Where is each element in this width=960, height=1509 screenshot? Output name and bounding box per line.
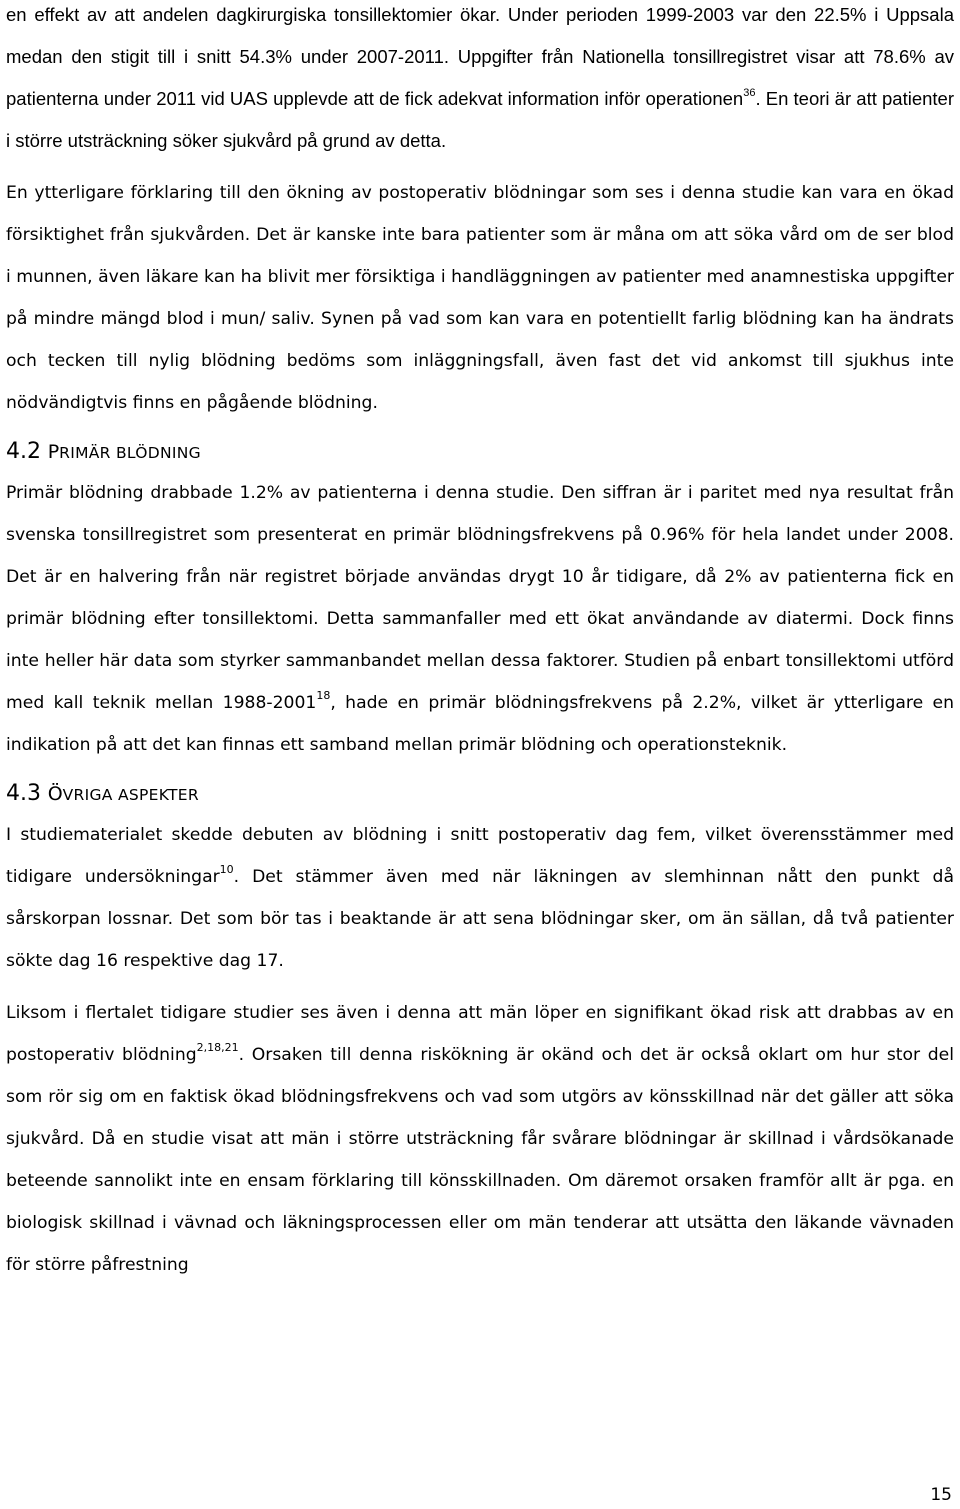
citation-superscript: 36 <box>743 86 756 99</box>
paragraph-text: Primär blödning drabbade 1.2% av patienterna i denna studie. Den siffran är i paritet med nya resultat från svenska tonsillregistret som presenterat en primär blödningsfrekvens på 0.96% för hela landet under 2008. Det är en halvering från när registret började användas drygt 10 år tidigare, då 2% av patienterna fick en primär blödning efter tonsillektomi. Detta sammanfaller med ett ökat användande av diatermi. Dock finns inte heller här data som styrker sammanbandet mellan dessa faktorer. Studien på enbart tonsillektomi utförd med kall teknik mellan 1988-2001 <box>6 483 954 713</box>
paragraph-caution-explanation <box>6 172 954 424</box>
paragraph-text: . Orsaken till denna riskökning är okänd och det är också oklart om hur stor del som rör sig om en faktisk ökad blödningsfrekvens och vad som utgörs av könsskillnad när det gäller att söka sjukvård. Då en studie visat att män i större utsträckning får svårare blödningar är skillnad i vårdsökanade beteende sannolikt inte en ensam förklaring till könsskillnaden. Om däremot orsaken framför allt är pga. en biologisk skillnad i vävnad och läkningsprocessen eller om män tenderar att utsätta den läkande vävnaden för större påfrestning <box>6 1045 955 1275</box>
paragraph-text: Liksom i flertalet tidigare studier ses även i denna att män löper en signifikant ökad risk att drabbas av en postoperativ blödning <box>6 1003 954 1065</box>
paragraph-uppsala-daycare <box>6 0 954 162</box>
paragraph-primary-bleeding <box>6 472 954 766</box>
document-page <box>6 0 954 1286</box>
citation-superscript: 18 <box>316 689 331 703</box>
paragraph-text: . En teori är att patienter i större utsträckning söker sjukvård på grund av detta. <box>6 88 955 151</box>
heading-cap: Ö <box>47 783 63 805</box>
heading-title: RIMÄR BLÖDNING <box>59 444 201 462</box>
heading-number: 4.2 <box>6 439 41 464</box>
citation-superscript: 10 <box>219 863 234 877</box>
section-heading-4-2 <box>6 438 954 466</box>
citation-superscript: 2,18,21 <box>196 1041 239 1055</box>
heading-number: 4.3 <box>6 781 41 806</box>
page-number: 15 <box>930 1485 952 1505</box>
paragraph-text: En ytterligare förklaring till den ökning av postoperativ blödningar som ses i denna studie kan vara en ökad försiktighet från sjukvården. Det är kanske inte bara patienter som är måna om att söka vård om de ser blod i munnen, även läkare kan ha blivit mer försiktiga i handläggningen av patienter med anamnestiska uppgifter på mindre mängd blod i mun/ saliv. Synen på vad som kan vara en potentiellt farlig blödning kan ha ändrats och tecken till nylig blödning bedöms som inläggningsfall, även fast det vid ankomst till sjukhus inte nödvändigtvis finns en pågående blödning. <box>6 183 954 413</box>
paragraph-debut-day <box>6 814 954 982</box>
heading-cap: P <box>47 441 60 463</box>
paragraph-text: I studiematerialet skedde debuten av blödning i snitt postoperativ dag fem, vilket överensstämmer med tidigare undersökningar <box>6 825 954 887</box>
paragraph-gender-risk <box>6 992 954 1286</box>
paragraph-text: . Det stämmer även med när läkningen av slemhinnan nått den punkt då sårskorpan lossnar. Det som bör tas i beaktande är att sena blödningar sker, om än sällan, då två patienter sökte dag 16 respektive dag 17. <box>6 867 954 971</box>
paragraph-text: , hade en primär blödningsfrekvens på 2.2%, vilket är ytterligare en indikation på att det kan finnas ett samband mellan primär blödning och operationsteknik. <box>6 693 954 755</box>
section-heading-4-3 <box>6 780 954 808</box>
heading-title: VRIGA ASPEKTER <box>62 786 199 804</box>
paragraph-text: en effekt av att andelen dagkirurgiska tonsillektomier ökar. Under perioden 1999-2003 var den 22.5% i Uppsala medan den stigit till i snitt 54.3% under 2007-2011. Uppgifter från Nationella tonsillregistret visar att 78.6% av patienterna under 2011 vid UAS upplevde att de fick adekvat information inför operationen <box>6 4 954 109</box>
